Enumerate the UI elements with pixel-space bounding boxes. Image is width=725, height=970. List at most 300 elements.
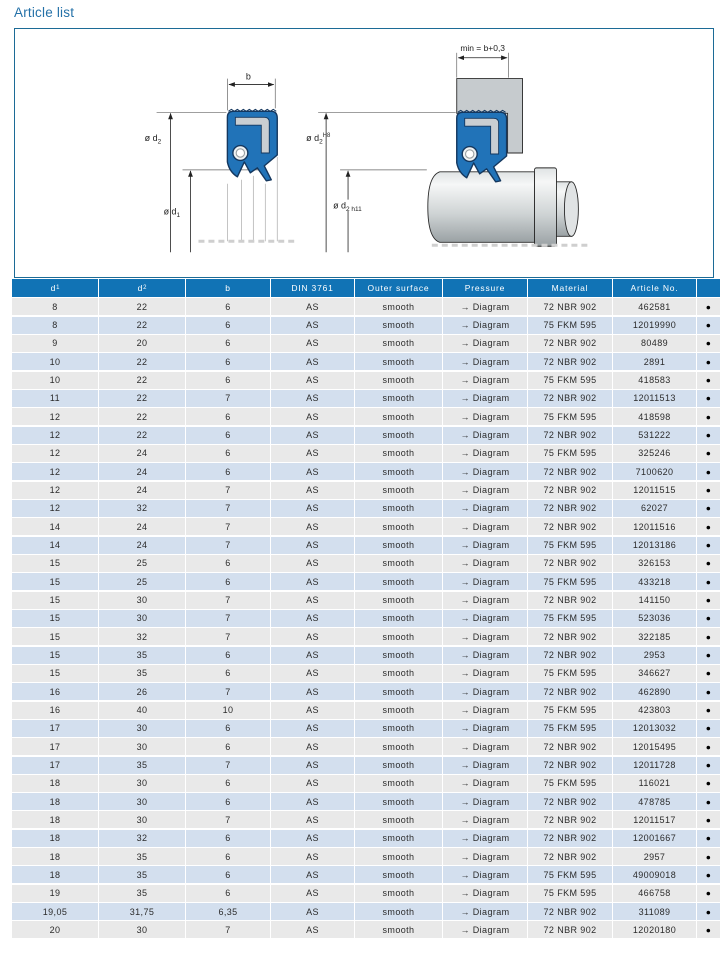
cell-b: 6 <box>186 353 271 370</box>
availability-dot-icon: ● <box>697 573 720 590</box>
cell-outer-surface: smooth <box>355 463 443 480</box>
cell-article-no: 2953 <box>613 647 697 664</box>
table-row <box>12 885 720 902</box>
cell-d2: 30 <box>99 610 186 627</box>
cell-outer-surface: smooth <box>355 353 443 370</box>
cell-material: 72 NBR 902 <box>528 830 613 847</box>
cell-pressure: → Diagram <box>443 537 528 554</box>
cell-article-no: 7100620 <box>613 463 697 480</box>
cell-d1: 8 <box>12 317 99 334</box>
header-cell-pressure: Pressure <box>443 279 528 297</box>
cell-pressure: → Diagram <box>443 885 528 902</box>
availability-dot-icon: ● <box>697 866 720 883</box>
cell-din-3761: AS <box>271 683 355 700</box>
cell-material: 75 FKM 595 <box>528 537 613 554</box>
cell-article-no: 462890 <box>613 683 697 700</box>
cell-article-no: 49009018 <box>613 866 697 883</box>
cell-article-no: 462581 <box>613 298 697 315</box>
availability-dot-icon: ● <box>697 317 720 334</box>
cell-pressure: → Diagram <box>443 903 528 920</box>
cell-article-no: 346627 <box>613 665 697 682</box>
cell-d1: 19,05 <box>12 903 99 920</box>
cell-d1: 14 <box>12 518 99 535</box>
cell-material: 72 NBR 902 <box>528 683 613 700</box>
installation-figure <box>306 43 591 252</box>
cell-d2: 24 <box>99 537 186 554</box>
cell-d1: 12 <box>12 408 99 425</box>
dim-d2-h11-label: ø $d_{2 h11}$ <box>333 200 362 214</box>
cell-din-3761: AS <box>271 335 355 352</box>
cell-b: 6 <box>186 647 271 664</box>
cell-d1: 15 <box>12 610 99 627</box>
cell-d2: 30 <box>99 738 186 755</box>
cell-material: 72 NBR 902 <box>528 390 613 407</box>
availability-dot-icon: ● <box>697 683 720 700</box>
cell-d1: 15 <box>12 573 99 590</box>
availability-dot-icon: ● <box>697 335 720 352</box>
cell-b: 7 <box>186 518 271 535</box>
article-table <box>12 279 720 940</box>
cell-d2: 35 <box>99 647 186 664</box>
cell-d1: 8 <box>12 298 99 315</box>
cell-b: 6 <box>186 445 271 462</box>
availability-dot-icon: ● <box>697 830 720 847</box>
table-row <box>12 866 720 883</box>
cell-article-no: 12001667 <box>613 830 697 847</box>
table-row <box>12 610 720 627</box>
shaft-shape <box>428 168 579 246</box>
cell-d1: 15 <box>12 647 99 664</box>
availability-dot-icon: ● <box>697 775 720 792</box>
cell-article-no: 2957 <box>613 848 697 865</box>
table-row <box>12 500 720 517</box>
table-row <box>12 537 720 554</box>
seal-diagram <box>15 29 714 277</box>
cell-pressure: → Diagram <box>443 647 528 664</box>
cell-din-3761: AS <box>271 317 355 334</box>
cell-article-no: 325246 <box>613 445 697 462</box>
availability-dot-icon: ● <box>697 427 720 444</box>
cell-pressure: → Diagram <box>443 775 528 792</box>
cell-pressure: → Diagram <box>443 757 528 774</box>
availability-dot-icon: ● <box>697 628 720 645</box>
cell-d1: 12 <box>12 500 99 517</box>
availability-dot-icon: ● <box>697 610 720 627</box>
cell-din-3761: AS <box>271 738 355 755</box>
cell-d1: 9 <box>12 335 99 352</box>
cell-din-3761: AS <box>271 830 355 847</box>
cell-b: 6 <box>186 298 271 315</box>
cell-article-no: 141150 <box>613 592 697 609</box>
cell-pressure: → Diagram <box>443 830 528 847</box>
cell-material: 72 NBR 902 <box>528 628 613 645</box>
cell-din-3761: AS <box>271 665 355 682</box>
cell-d2: 40 <box>99 702 186 719</box>
cell-d2: 32 <box>99 500 186 517</box>
cell-material: 75 FKM 595 <box>528 317 613 334</box>
cell-din-3761: AS <box>271 885 355 902</box>
cell-din-3761: AS <box>271 647 355 664</box>
cell-material: 72 NBR 902 <box>528 335 613 352</box>
seal-diagram-box <box>14 28 714 278</box>
cell-din-3761: AS <box>271 720 355 737</box>
cell-pressure: → Diagram <box>443 793 528 810</box>
cell-material: 75 FKM 595 <box>528 866 613 883</box>
cell-d1: 15 <box>12 628 99 645</box>
cell-b: 6 <box>186 408 271 425</box>
cell-material: 75 FKM 595 <box>528 372 613 389</box>
cell-pressure: → Diagram <box>443 738 528 755</box>
cell-b: 6 <box>186 848 271 865</box>
cell-b: 6 <box>186 555 271 572</box>
availability-dot-icon: ● <box>697 665 720 682</box>
cell-material: 72 NBR 902 <box>528 500 613 517</box>
cell-d1: 11 <box>12 390 99 407</box>
cell-article-no: 2891 <box>613 353 697 370</box>
availability-dot-icon: ● <box>697 537 720 554</box>
cell-pressure: → Diagram <box>443 555 528 572</box>
cell-outer-surface: smooth <box>355 720 443 737</box>
cell-d2: 25 <box>99 573 186 590</box>
cell-pressure: → Diagram <box>443 592 528 609</box>
cell-outer-surface: smooth <box>355 610 443 627</box>
cell-material: 72 NBR 902 <box>528 427 613 444</box>
cell-pressure: → Diagram <box>443 372 528 389</box>
table-row <box>12 372 720 389</box>
cell-din-3761: AS <box>271 353 355 370</box>
cell-material: 72 NBR 902 <box>528 811 613 828</box>
cell-d2: 24 <box>99 463 186 480</box>
cell-d1: 12 <box>12 463 99 480</box>
cell-d2: 22 <box>99 408 186 425</box>
cell-din-3761: AS <box>271 445 355 462</box>
table-row <box>12 702 720 719</box>
availability-dot-icon: ● <box>697 353 720 370</box>
cell-outer-surface: smooth <box>355 427 443 444</box>
table-row <box>12 757 720 774</box>
cell-d1: 14 <box>12 537 99 554</box>
cell-b: 7 <box>186 592 271 609</box>
availability-dot-icon: ● <box>697 793 720 810</box>
cell-outer-surface: smooth <box>355 628 443 645</box>
cell-d1: 16 <box>12 683 99 700</box>
cell-material: 72 NBR 902 <box>528 298 613 315</box>
cell-pressure: → Diagram <box>443 463 528 480</box>
cell-b: 6 <box>186 793 271 810</box>
table-header <box>12 279 720 297</box>
cell-pressure: → Diagram <box>443 390 528 407</box>
cell-pressure: → Diagram <box>443 610 528 627</box>
cell-material: 75 FKM 595 <box>528 610 613 627</box>
table-row <box>12 921 720 938</box>
cell-material: 75 FKM 595 <box>528 445 613 462</box>
cell-d2: 35 <box>99 757 186 774</box>
cell-material: 72 NBR 902 <box>528 738 613 755</box>
cell-outer-surface: smooth <box>355 811 443 828</box>
page-title: Article list <box>14 5 75 20</box>
cell-din-3761: AS <box>271 500 355 517</box>
table-row <box>12 628 720 645</box>
cell-b: 6 <box>186 885 271 902</box>
cell-din-3761: AS <box>271 408 355 425</box>
cell-outer-surface: smooth <box>355 500 443 517</box>
cell-b: 7 <box>186 500 271 517</box>
cell-din-3761: AS <box>271 537 355 554</box>
table-row <box>12 793 720 810</box>
cell-material: 72 NBR 902 <box>528 848 613 865</box>
cell-d2: 35 <box>99 848 186 865</box>
table-row <box>12 555 720 572</box>
cell-outer-surface: smooth <box>355 408 443 425</box>
cell-d1: 18 <box>12 793 99 810</box>
availability-dot-icon: ● <box>697 903 720 920</box>
cell-pressure: → Diagram <box>443 335 528 352</box>
cell-article-no: 12011728 <box>613 757 697 774</box>
cell-outer-surface: smooth <box>355 757 443 774</box>
availability-dot-icon: ● <box>697 390 720 407</box>
cell-din-3761: AS <box>271 372 355 389</box>
cell-pressure: → Diagram <box>443 445 528 462</box>
cell-outer-surface: smooth <box>355 335 443 352</box>
cell-outer-surface: smooth <box>355 738 443 755</box>
cell-din-3761: AS <box>271 848 355 865</box>
availability-dot-icon: ● <box>697 445 720 462</box>
cell-din-3761: AS <box>271 610 355 627</box>
availability-dot-icon: ● <box>697 885 720 902</box>
cell-b: 7 <box>186 921 271 938</box>
dim-d1-label: ø $d_1$ <box>163 206 181 219</box>
cell-din-3761: AS <box>271 628 355 645</box>
cell-material: 75 FKM 595 <box>528 408 613 425</box>
cell-d2: 24 <box>99 482 186 499</box>
cell-din-3761: AS <box>271 482 355 499</box>
cell-article-no: 531222 <box>613 427 697 444</box>
cell-outer-surface: smooth <box>355 555 443 572</box>
cell-din-3761: AS <box>271 793 355 810</box>
cell-b: 6 <box>186 720 271 737</box>
cell-b: 10 <box>186 702 271 719</box>
cell-d2: 30 <box>99 592 186 609</box>
availability-dot-icon: ● <box>697 372 720 389</box>
cell-outer-surface: smooth <box>355 317 443 334</box>
cell-material: 72 NBR 902 <box>528 793 613 810</box>
cell-din-3761: AS <box>271 555 355 572</box>
cell-din-3761: AS <box>271 903 355 920</box>
cell-d1: 12 <box>12 427 99 444</box>
cell-d2: 24 <box>99 518 186 535</box>
cell-outer-surface: smooth <box>355 518 443 535</box>
cell-outer-surface: smooth <box>355 647 443 664</box>
cell-d2: 30 <box>99 811 186 828</box>
table-row <box>12 518 720 535</box>
cell-d2: 22 <box>99 390 186 407</box>
table-row <box>12 775 720 792</box>
cell-outer-surface: smooth <box>355 665 443 682</box>
cell-outer-surface: smooth <box>355 793 443 810</box>
cell-article-no: 12020180 <box>613 921 697 938</box>
availability-dot-icon: ● <box>697 811 720 828</box>
cell-pressure: → Diagram <box>443 628 528 645</box>
cell-material: 72 NBR 902 <box>528 921 613 938</box>
cell-d2: 30 <box>99 793 186 810</box>
cell-outer-surface: smooth <box>355 445 443 462</box>
availability-dot-icon: ● <box>697 921 720 938</box>
cell-outer-surface: smooth <box>355 298 443 315</box>
cell-d1: 15 <box>12 555 99 572</box>
cell-material: 75 FKM 595 <box>528 702 613 719</box>
cell-outer-surface: smooth <box>355 903 443 920</box>
cell-d2: 22 <box>99 353 186 370</box>
header-cell-din-3761: DIN 3761 <box>271 279 355 297</box>
table-row <box>12 317 720 334</box>
cell-d1: 12 <box>12 445 99 462</box>
availability-dot-icon: ● <box>697 555 720 572</box>
cell-pressure: → Diagram <box>443 683 528 700</box>
cell-din-3761: AS <box>271 921 355 938</box>
dim-b-label: b <box>245 71 251 82</box>
cell-article-no: 12011515 <box>613 482 697 499</box>
cell-din-3761: AS <box>271 463 355 480</box>
cell-b: 7 <box>186 482 271 499</box>
cell-d1: 17 <box>12 720 99 737</box>
cell-article-no: 12013032 <box>613 720 697 737</box>
header-cell-outer-surface: Outer surface <box>355 279 443 297</box>
cell-b: 6 <box>186 775 271 792</box>
cell-article-no: 12019990 <box>613 317 697 334</box>
table-row <box>12 408 720 425</box>
cell-article-no: 418583 <box>613 372 697 389</box>
cell-material: 75 FKM 595 <box>528 775 613 792</box>
cell-d2: 30 <box>99 921 186 938</box>
cell-pressure: → Diagram <box>443 500 528 517</box>
cell-d1: 18 <box>12 830 99 847</box>
dim-min-label: min = b+0,3 <box>460 42 506 53</box>
cell-d2: 32 <box>99 628 186 645</box>
cell-d1: 18 <box>12 775 99 792</box>
cell-material: 72 NBR 902 <box>528 903 613 920</box>
table-row <box>12 903 720 920</box>
cell-article-no: 12011517 <box>613 811 697 828</box>
table-row <box>12 427 720 444</box>
table-row <box>12 665 720 682</box>
cell-din-3761: AS <box>271 757 355 774</box>
cell-din-3761: AS <box>271 866 355 883</box>
table-row <box>12 335 720 352</box>
availability-dot-icon: ● <box>697 720 720 737</box>
cell-d2: 26 <box>99 683 186 700</box>
cell-b: 7 <box>186 628 271 645</box>
availability-dot-icon: ● <box>697 518 720 535</box>
table-row <box>12 811 720 828</box>
cell-article-no: 12015495 <box>613 738 697 755</box>
dim-d2-h8-label: ø $d_2^{H8}$ <box>306 133 331 146</box>
cell-b: 7 <box>186 390 271 407</box>
availability-dot-icon: ● <box>697 500 720 517</box>
cell-d2: 22 <box>99 372 186 389</box>
cell-d1: 10 <box>12 372 99 389</box>
table-row <box>12 592 720 609</box>
cell-din-3761: AS <box>271 811 355 828</box>
cell-din-3761: AS <box>271 427 355 444</box>
header-cell-article-no: Article No. <box>613 279 697 297</box>
cell-article-no: 116021 <box>613 775 697 792</box>
cell-pressure: → Diagram <box>443 866 528 883</box>
cell-material: 72 NBR 902 <box>528 647 613 664</box>
cell-d2: 35 <box>99 866 186 883</box>
cell-outer-surface: smooth <box>355 592 443 609</box>
header-cell-availability <box>697 279 720 297</box>
cell-outer-surface: smooth <box>355 921 443 938</box>
cell-material: 75 FKM 595 <box>528 720 613 737</box>
cell-material: 72 NBR 902 <box>528 518 613 535</box>
cell-b: 6 <box>186 573 271 590</box>
cell-article-no: 12013186 <box>613 537 697 554</box>
cell-outer-surface: smooth <box>355 372 443 389</box>
table-row <box>12 683 720 700</box>
cell-d1: 15 <box>12 592 99 609</box>
availability-dot-icon: ● <box>697 592 720 609</box>
cell-article-no: 12011513 <box>613 390 697 407</box>
cell-d2: 32 <box>99 830 186 847</box>
cell-d2: 25 <box>99 555 186 572</box>
header-cell-d1: d 1 <box>12 279 99 297</box>
cell-din-3761: AS <box>271 775 355 792</box>
cell-d2: 31,75 <box>99 903 186 920</box>
cell-d1: 10 <box>12 353 99 370</box>
cell-outer-surface: smooth <box>355 537 443 554</box>
cell-d2: 20 <box>99 335 186 352</box>
cell-outer-surface: smooth <box>355 482 443 499</box>
cell-pressure: → Diagram <box>443 848 528 865</box>
table-row <box>12 390 720 407</box>
cell-d1: 17 <box>12 738 99 755</box>
cell-article-no: 62027 <box>613 500 697 517</box>
availability-dot-icon: ● <box>697 408 720 425</box>
cell-b: 7 <box>186 683 271 700</box>
cell-material: 72 NBR 902 <box>528 592 613 609</box>
dim-d2-label: ø $d_2$ <box>144 133 162 146</box>
availability-dot-icon: ● <box>697 848 720 865</box>
cell-din-3761: AS <box>271 518 355 535</box>
cell-b: 6 <box>186 372 271 389</box>
cell-d1: 17 <box>12 757 99 774</box>
header-cell-b: b <box>186 279 271 297</box>
table-row <box>12 298 720 315</box>
cell-article-no: 478785 <box>613 793 697 810</box>
table-row <box>12 830 720 847</box>
cell-material: 72 NBR 902 <box>528 463 613 480</box>
cell-d2: 35 <box>99 665 186 682</box>
cell-article-no: 80489 <box>613 335 697 352</box>
cell-outer-surface: smooth <box>355 830 443 847</box>
cell-pressure: → Diagram <box>443 427 528 444</box>
cell-material: 75 FKM 595 <box>528 665 613 682</box>
cell-din-3761: AS <box>271 298 355 315</box>
availability-dot-icon: ● <box>697 482 720 499</box>
cell-outer-surface: smooth <box>355 390 443 407</box>
table-row <box>12 720 720 737</box>
table-row <box>12 738 720 755</box>
cell-b: 6 <box>186 830 271 847</box>
cell-material: 75 FKM 595 <box>528 573 613 590</box>
cell-pressure: → Diagram <box>443 811 528 828</box>
cell-outer-surface: smooth <box>355 866 443 883</box>
cell-article-no: 423803 <box>613 702 697 719</box>
cell-d1: 15 <box>12 665 99 682</box>
cell-article-no: 311089 <box>613 903 697 920</box>
cell-outer-surface: smooth <box>355 573 443 590</box>
cell-d1: 16 <box>12 702 99 719</box>
